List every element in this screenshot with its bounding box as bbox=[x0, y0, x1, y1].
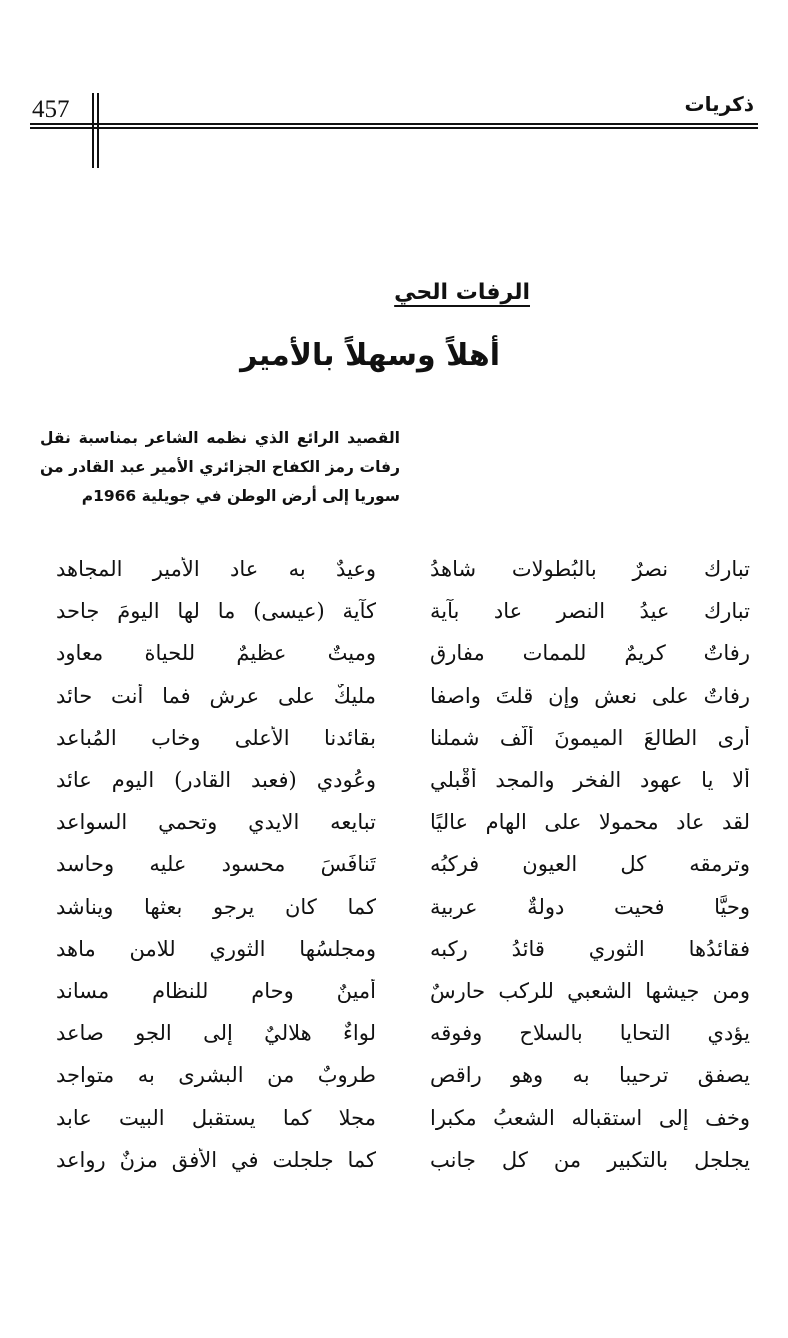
intro-paragraph: القصيد الرائع الذي نظمه الشاعر بمناسبة نقل رفات رمز الكفاح الجزائري الأمير عبد القادر من سوريا إلى أرض الوطن في جويلية 1966م bbox=[40, 429, 400, 505]
poem-title: أهلاً وسهلاً بالأمير bbox=[240, 338, 500, 373]
first-hemistich: يجلجل بالتكبير من كل جانب bbox=[430, 1147, 750, 1172]
header-vertical-rule-left bbox=[92, 93, 94, 168]
verse-line bbox=[56, 1054, 750, 1096]
first-hemistich: تبارك عيدُ النصر عاد بآية bbox=[430, 599, 750, 624]
verse-line bbox=[56, 632, 750, 674]
second-hemistich: لواءٌ هلاليٌ إلى الجو صاعد bbox=[56, 1021, 376, 1046]
second-hemistich: طروبٌ من البشرى به متواجد bbox=[56, 1063, 376, 1088]
verse-line bbox=[56, 1139, 750, 1181]
first-hemistich: وخف إلى استقباله الشعبُ مكبرا bbox=[430, 1105, 750, 1130]
second-hemistich: وميتٌ عظيمٌ للحياة معاود bbox=[56, 641, 376, 666]
first-hemistich: فقائدُها الثوري قائدُ ركبه bbox=[430, 936, 750, 961]
first-hemistich: لقد عاد محمولا على الهام عاليًا bbox=[430, 810, 750, 835]
second-hemistich: تَنافَسَ محسود عليه وحاسد bbox=[56, 852, 376, 877]
second-hemistich: كما جلجلت في الأفق مزنٌ رواعد bbox=[56, 1147, 376, 1172]
verse-line bbox=[56, 928, 750, 970]
verse-line bbox=[56, 548, 750, 590]
header-rule-bottom bbox=[30, 127, 758, 129]
first-hemistich: رفاتٌ على نعش وإن قلتَ واصفا bbox=[430, 683, 750, 708]
verses bbox=[56, 548, 750, 1181]
first-hemistich: وترمقه كل العيون فركبُه bbox=[430, 852, 750, 877]
second-hemistich: ومجلسُها الثوري للامن ماهد bbox=[56, 936, 376, 961]
verse-line bbox=[56, 1096, 750, 1138]
second-hemistich: مجلا كما يستقبل البيت عابد bbox=[56, 1105, 376, 1130]
second-hemistich: وعيدٌ به عاد الأمير المجاهد bbox=[56, 557, 376, 582]
second-hemistich: وعُودي (فعبد القادر) اليوم عائد bbox=[56, 768, 376, 793]
running-title: ذكريات bbox=[684, 92, 754, 116]
second-hemistich: كما كان يرجو بعثها ويناشد bbox=[56, 894, 376, 919]
second-hemistich: مليكٌ على عرش فما أنت حائد bbox=[56, 683, 376, 708]
page-number: 457 bbox=[32, 96, 70, 123]
first-hemistich: رفاتٌ كريمٌ للممات مفارق bbox=[430, 641, 750, 666]
verse-line bbox=[56, 590, 750, 632]
verse-line bbox=[56, 675, 750, 717]
verse-line bbox=[56, 759, 750, 801]
first-hemistich: يؤدي التحايا بالسلاح وفوقه bbox=[430, 1021, 750, 1046]
verse-line bbox=[56, 717, 750, 759]
section-title: الرفات الحي bbox=[394, 280, 530, 305]
second-hemistich: بقائدنا الأعلى وخاب المُباعد bbox=[56, 725, 376, 750]
header-vertical-rule-right bbox=[97, 93, 99, 168]
second-hemistich: كآية (عيسى) ما لها اليومَ جاحد bbox=[56, 599, 376, 624]
verse-line bbox=[56, 970, 750, 1012]
verse-line bbox=[56, 886, 750, 928]
first-hemistich: يصفق ترحيبا به وهو راقص bbox=[430, 1063, 750, 1088]
second-hemistich: أمينٌ وحامٍ للنظام مساند bbox=[56, 978, 376, 1003]
first-hemistich: ألا يا عهود الفخر والمجد أقْبلي bbox=[430, 768, 750, 793]
verse-line bbox=[56, 801, 750, 843]
verse-line bbox=[56, 843, 750, 885]
second-hemistich: تبايعه الايدي وتحمي السواعد bbox=[56, 810, 376, 835]
header-rule-top bbox=[30, 123, 758, 125]
first-hemistich: أرى الطالعَ الميمونَ ألَّف شملنا bbox=[430, 725, 750, 750]
verse-line bbox=[56, 1012, 750, 1054]
first-hemistich: وحيًّا فحيت دولةٌ عربية bbox=[430, 894, 750, 919]
first-hemistich: تبارك نصرٌ بالبُطولات شاهدُ bbox=[430, 557, 750, 582]
first-hemistich: ومن جيشها الشعبي للركب حارسٌ bbox=[430, 978, 750, 1003]
